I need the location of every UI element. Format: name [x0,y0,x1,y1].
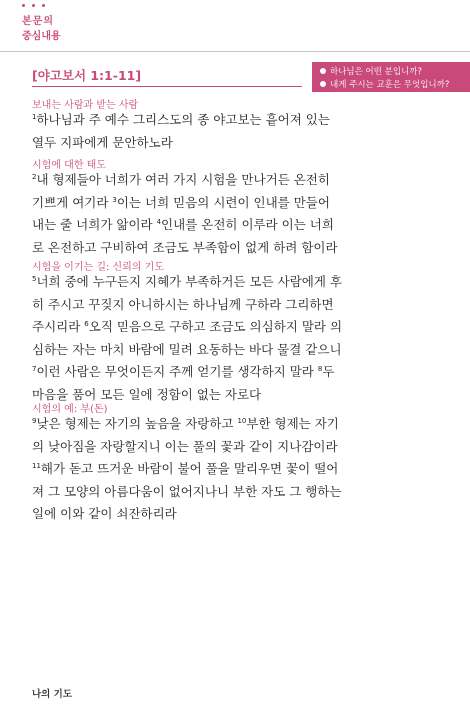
verse-line [32,504,442,524]
verse-number: 8 [317,365,323,374]
verse-text: 심하는 자는 마치 바람에 밀려 요동하는 바다 물결 같으니 [32,341,342,357]
section-tab-line1: 본문의 [22,16,54,27]
verse-text: 내 형제들아 너희가 여러 가지 시험을 만나거든 온전히 [36,172,330,187]
bullet-icon [320,68,326,74]
verse-text: 져 그 모양의 아름다움이 없어지나니 부한 자도 그 행하는 [32,483,342,499]
bullet-icon [320,81,326,87]
verse-text: 내는 줄 너희가 앎이라 [32,217,157,233]
verse-number: 2 [32,172,37,181]
verse-text: 로 온전하고 구비하여 조금도 부족함이 없게 하려 함이라 [32,239,338,255]
verse-line [32,238,442,258]
verse-text: 이는 너희 믿음의 시련이 인내를 만들어 [116,194,330,210]
verse-number: 1 [32,112,37,121]
verse-number: 5 [32,274,37,283]
verse-line [32,272,442,292]
verse-line [32,170,442,190]
verse-line [32,437,442,457]
verse-number: 10 [237,416,247,425]
verse-text: 오직 믿음으로 구하고 조금도 의심하지 말라 의 [88,319,343,335]
reflection-questions-box [312,62,470,92]
verse-text: 히 주시고 꾸짖지 아니하시는 하나님께 구하라 그리하면 [32,296,334,312]
footer-label: 나의 기도 [32,689,73,700]
verse-line [32,459,442,479]
verse-line [32,193,442,213]
verse-line [32,133,442,153]
verse-line [32,110,442,130]
verse-line [32,340,442,360]
section-heading: 시험을 이기는 길: 신뢰의 기도 [32,262,165,273]
passage-divider [32,86,302,87]
verse-text: 주시리라 [32,319,85,335]
verse-number: 3 [112,195,117,204]
verse-number: 6 [84,320,89,329]
header-divider [0,51,470,52]
verse-text: 마음을 품어 모든 일에 정함이 없는 자로다 [32,387,262,402]
verse-text: 두 [322,364,335,380]
verse-line [32,317,442,337]
verse-number: 11 [32,462,41,471]
verse-line [32,215,442,235]
verse-text: 해가 돋고 뜨거운 바람이 불어 풀을 말리우면 꽃이 떨어 [40,461,339,477]
section-tab [0,0,74,54]
reflection-question: 내게 주시는 교훈은 무엇입니까? [320,78,449,90]
section-tab-line2: 중심내용 [22,31,61,42]
verse-text: 하나님과 주 예수 그리스도의 종 야고보는 흩어져 있는 [36,112,330,127]
verse-text: 열두 지파에게 문안하노라 [32,134,173,150]
verse-text: 너희 중에 누구든지 지혜가 부족하거든 모든 사람에게 후 [36,274,343,289]
verse-text: 인내를 온전히 이루라 이는 너희 [161,217,334,233]
section-heading: 보내는 사람과 받는 사람 [32,100,139,111]
verse-number: 9 [32,416,37,425]
passage-reference: [야고보서 1:1-11] [32,68,142,83]
reflection-question: 하나님은 어떤 분입니까? [320,65,422,77]
verse-text: 낮은 형제는 자기의 높음을 자랑하고 [36,416,238,431]
verse-text: 기쁘게 여기라 [32,194,113,210]
verse-line [32,482,442,502]
verse-text: 일에 이와 같이 쇠잔하리라 [32,506,177,522]
verse-text: 부한 형제는 자기 [246,416,339,431]
section-heading: 시험의 예: 부(돈) [32,404,108,415]
verse-line [32,414,442,434]
verse-number: 4 [156,218,162,227]
section-heading: 시험에 대한 태도 [32,160,106,171]
verse-number: 7 [32,365,37,374]
verse-line [32,362,442,382]
verse-line [32,295,442,315]
verse-text: 의 낮아짐을 자랑할지니 이는 풀의 꽃과 같이 지나감이라 [32,438,338,454]
verse-text: 이런 사람은 무엇이든지 주께 얻기를 생각하지 말라 [36,364,318,380]
